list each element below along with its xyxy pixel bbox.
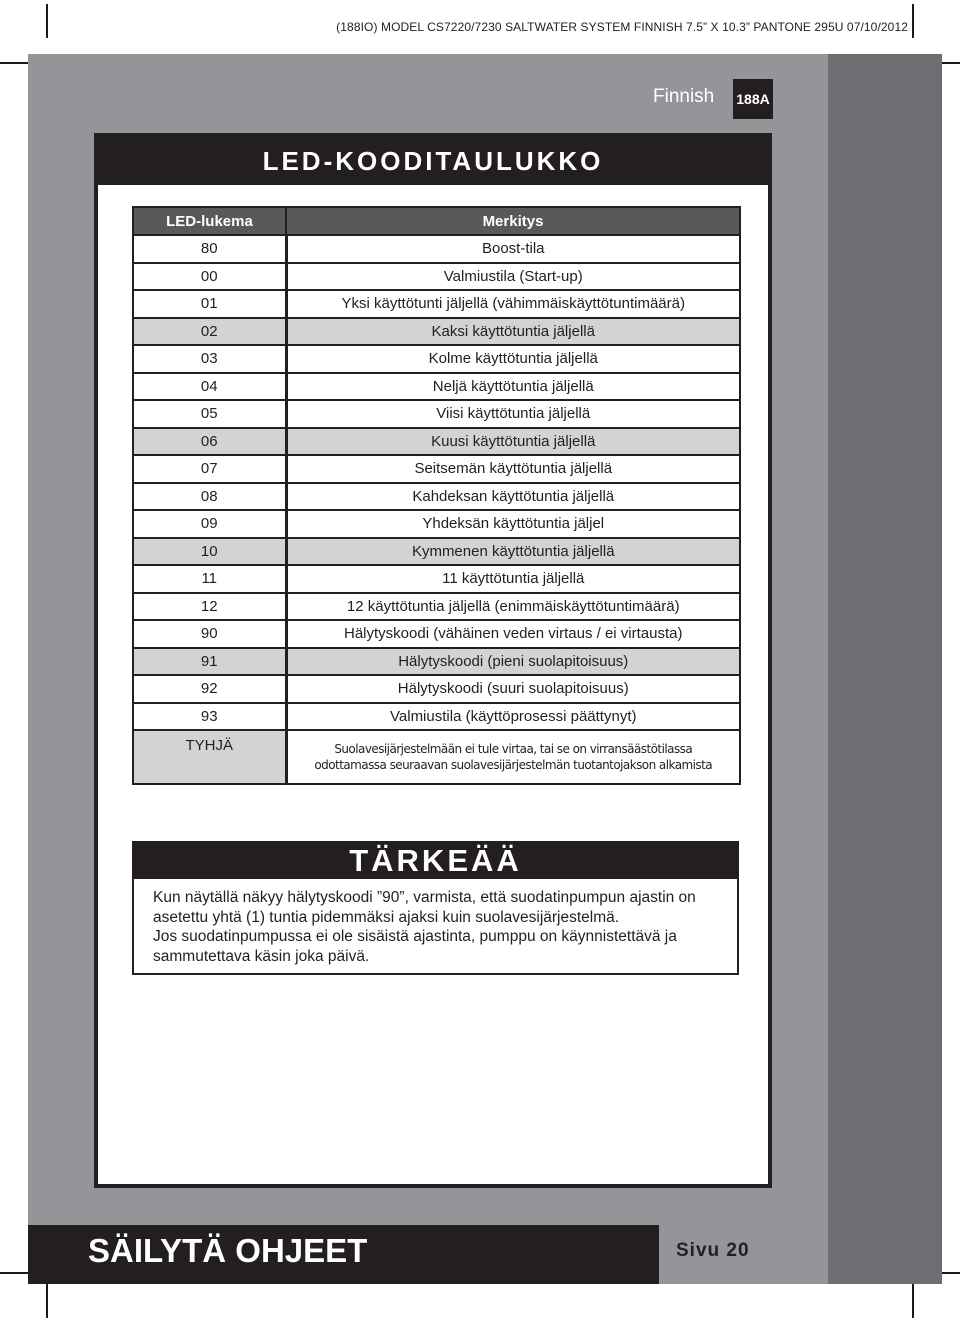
table-row (133, 290, 740, 318)
table-row (133, 703, 740, 731)
led-code-cell: 04 (133, 373, 286, 401)
led-code-cell: 03 (133, 345, 286, 373)
important-title: TÄRKEÄÄ (134, 843, 737, 879)
meaning-cell: 12 käyttötuntia jäljellä (enimmäiskäyttötuntimäärä) (286, 593, 740, 621)
meaning-cell: Yksi käyttötunti jäljellä (vähimmäiskäyttötuntimäärä) (286, 290, 740, 318)
table-row (133, 675, 740, 703)
meaning-cell: Hälytyskoodi (vähäinen veden virtaus / ei virtausta) (286, 620, 740, 648)
table-row (133, 483, 740, 511)
meaning-cell: Hälytyskoodi (pieni suolapitoisuus) (286, 648, 740, 676)
meaning-line: odottamassa seuraavan suolavesijärjestelmän tuotantojakson alkamista (314, 758, 713, 772)
language-label: Finnish (653, 86, 715, 107)
meaning-cell: Kolme käyttötuntia jäljellä (286, 345, 740, 373)
table-row (133, 345, 740, 373)
meaning-cell: Boost-tila (286, 235, 740, 263)
table-row (133, 235, 740, 263)
led-code-cell: 00 (133, 263, 286, 291)
led-code-table (132, 206, 741, 785)
led-code-cell: 09 (133, 510, 286, 538)
meaning-cell: Viisi käyttötuntia jäljellä (286, 400, 740, 428)
led-code-cell: 06 (133, 428, 286, 456)
column-header-meaning: Merkitys (286, 207, 740, 235)
led-code-cell: 11 (133, 565, 286, 593)
meaning-cell (286, 730, 740, 784)
meaning-cell: Kaksi käyttötuntia jäljellä (286, 318, 740, 346)
led-code-cell: 80 (133, 235, 286, 263)
meaning-line: Suolavesijärjestelmään ei tule virtaa, tai se on virransäästötilassa (334, 742, 693, 756)
print-header: (188IO) MODEL CS7220/7230 SALTWATER SYSTEM FINNISH 7.5” X 10.3” PANTONE 295U 07/10/2012 (336, 20, 908, 34)
meaning-cell: Seitsemän käyttötuntia jäljellä (286, 455, 740, 483)
crop-mark (912, 1284, 914, 1318)
led-code-cell: 08 (133, 483, 286, 511)
crop-mark (46, 1284, 48, 1318)
led-code-cell: 10 (133, 538, 286, 566)
page-side-strip (828, 54, 942, 1284)
table-header-row (133, 207, 740, 235)
table-row (133, 648, 740, 676)
crop-mark (46, 4, 48, 38)
table-row (133, 538, 740, 566)
led-code-cell: 05 (133, 400, 286, 428)
page-code-badge: 188A (733, 79, 773, 119)
table-row (133, 373, 740, 401)
led-code-cell: 92 (133, 675, 286, 703)
meaning-cell: Kymmenen käyttötuntia jäljellä (286, 538, 740, 566)
meaning-cell: Neljä käyttötuntia jäljellä (286, 373, 740, 401)
led-code-cell: 02 (133, 318, 286, 346)
led-code-cell: 07 (133, 455, 286, 483)
led-code-cell: 91 (133, 648, 286, 676)
page-number: Sivu 20 (676, 1240, 750, 1261)
led-code-cell: 93 (133, 703, 286, 731)
meaning-cell: Valmiustila (käyttöprosessi päättynyt) (286, 703, 740, 731)
table-row (133, 428, 740, 456)
section-title: LED-KOODITAULUKKO (98, 137, 768, 185)
led-code-cell: 90 (133, 620, 286, 648)
table-row (133, 510, 740, 538)
meaning-cell: Hälytyskoodi (suuri suolapitoisuus) (286, 675, 740, 703)
column-header-led: LED-lukema (133, 207, 286, 235)
important-paragraph: Jos suodatinpumpussa ei ole sisäistä ajastinta, pumppu on käynnistettävä ja sammutettava käsin joka päivä. (153, 928, 677, 965)
meaning-cell: Valmiustila (Start-up) (286, 263, 740, 291)
table-row (133, 263, 740, 291)
important-text (153, 888, 733, 966)
led-code-cell: 12 (133, 593, 286, 621)
table-row (133, 400, 740, 428)
table-row (133, 565, 740, 593)
meaning-cell: 11 käyttötuntia jäljellä (286, 565, 740, 593)
led-code-cell: 01 (133, 290, 286, 318)
crop-mark (912, 4, 914, 38)
meaning-cell: Yhdeksän käyttötuntia jäljel (286, 510, 740, 538)
table-row (133, 455, 740, 483)
meaning-cell: Kahdeksan käyttötuntia jäljellä (286, 483, 740, 511)
meaning-cell: Kuusi käyttötuntia jäljellä (286, 428, 740, 456)
table-row (133, 730, 740, 784)
footer-title: SÄILYTÄ OHJEET (88, 1232, 368, 1269)
important-box (132, 841, 739, 975)
important-paragraph: Kun näytällä näkyy hälytyskoodi ”90”, varmista, että suodatinpumpun ajastin on asetettu yhtä (1) tuntia pidemmäksi ajaksi kuin suolavesijärjestelmä. (153, 889, 696, 926)
table-row (133, 620, 740, 648)
table-row (133, 318, 740, 346)
table-row (133, 593, 740, 621)
led-code-cell: TYHJÄ (133, 730, 286, 784)
